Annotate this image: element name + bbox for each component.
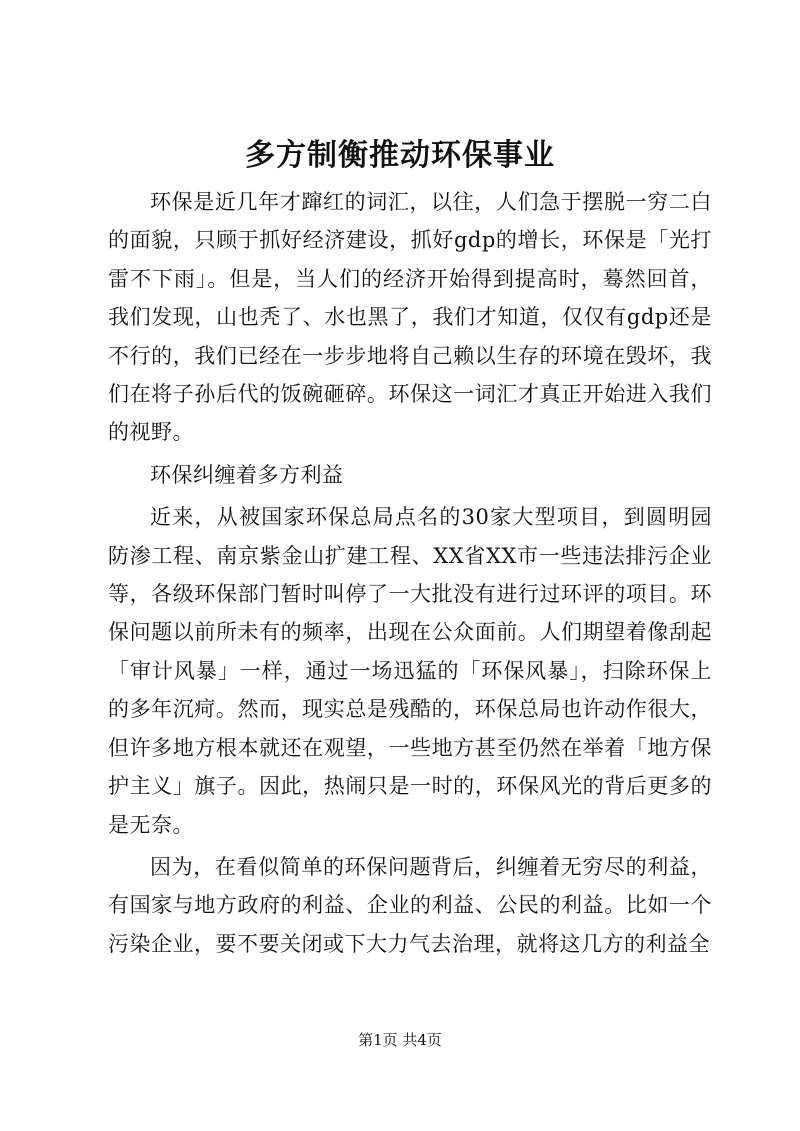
document-body — [108, 183, 712, 963]
paragraph-interests: 因为，在看似简单的环保问题背后，纠缠着无穷尽的利益，有国家与地方政府的利益、企业的利益、公民的利益。比如一个污染企业，要不要关闭或下大力气去治理，就将这几方的利益全 — [108, 854, 712, 956]
section-heading: 环保纠缠着多方利益 — [150, 462, 344, 487]
paragraph-intro: 环保是近几年才蹿红的词汇，以往，人们急于摆脱一穷二白的面貌，只顾于抓好经济建设，抓好gdp的增长，环保是「光打雷不下雨」。但是，当人们的经济开始得到提高时，蓦然回首，我们发现，山也秃了、水也黑了，我们才知道，仅仅有gdp还是不行的，我们已经在一步步地将自己赖以生存的环境在毁坏，我们在将子孙后代的饭碗砸碎。环保这一词汇才真正开始进入我们的视野。 — [108, 190, 712, 445]
document-title: 多方制衡推动环保事业 — [245, 138, 555, 173]
page-footer: 第1页 共4页 — [358, 1031, 442, 1049]
paragraph-recent-events: 近来，从被国家环保总局点名的30家大型项目，到圆明园防渗工程、南京紫金山扩建工程、XX省XX市一些违法排污企业等，各级环保部门暂时叫停了一大批没有进行过环评的项目。环保问题以前所未有的频率，出现在公众面前。人们期望着像刮起「审计风暴」一样，通过一场迅猛的「环保风暴」，扫除环保上的多年沉疴。然而，现实总是残酷的，环保总局也许动作很大，但许多地方根本就还在观望，一些地方甚至仍然在举着「地方保护主义」旗子。因此，热闹只是一时的，环保风光的背后更多的是无奈。 — [108, 505, 712, 837]
